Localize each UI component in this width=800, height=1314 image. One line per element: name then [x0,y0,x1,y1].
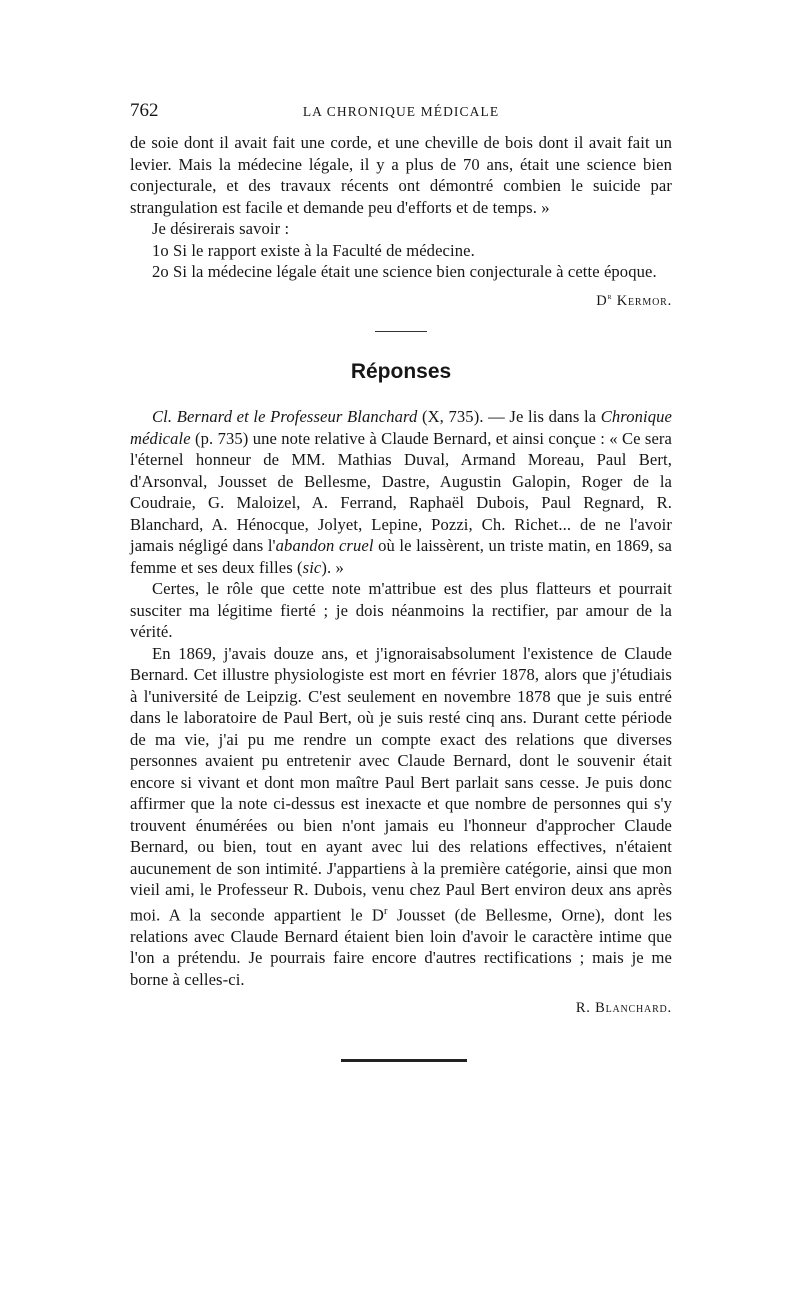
section-divider [375,331,427,332]
doctor-superscript: r [384,905,388,917]
question-item-1-number: 1o [152,240,169,260]
reply-paragraph-3-end: Jousset (de Bellesme, Orne), dont les relations avec Claude Bernard étaient bien loin d'avoir le caractère intime que l'on a prétendu. Je pourrais faire encore d'autres rectifications ; mais je me borne à celles-ci. [130,905,673,989]
question-signature [130,291,672,310]
abandon-phrase: abandon cruel [275,536,374,556]
question-item-1 [130,240,672,262]
running-head [130,100,672,126]
signature-title-superscript: r [607,290,613,301]
reply-reference: (X, 735). — Je lis dans la [421,407,597,427]
running-title: LA CHRONIQUE MÉDICALE [302,104,500,119]
end-rule [341,1059,467,1062]
question-paragraph-2: Je désirerais savoir : [152,219,290,238]
reply-title: Cl. Bernard et le Professeur Blanchard [152,407,418,427]
question-item-2 [130,261,672,283]
page [130,100,672,1062]
quoted-note-part-3: ). » [321,557,344,577]
question-item-2-number: 2o [152,262,169,281]
sic-word: sic [302,557,322,577]
question-item-2-text: Si la médecine légale était une science bien conjecturale à cette époque. [173,262,657,281]
reply-paragraph-1 [130,406,672,578]
question-item-1-text: Si le rapport existe à la Faculté de médecine. [173,240,475,260]
reply-paragraph-3-main: En 1869, j'avais douze ans, et j'ignoraisabsolument l'existence de Claude Bernard. Cet illustre physiologiste est mort en février 1878, alors que j'étudiais à l'université de Leipzig. C'est seulement en novembre 1878 que je suis entré dans le laboratoire de Paul Bert, où je suis resté cinq ans. Durant cette période de ma vie, j'ai pu me rendre un compte exact des relations que diverses personnes avaient pu entretenir avec Claude Bernard, dont le souvenir était encore si vivant et dont mon maître Paul Bert parlait sans cesse. Je puis donc affirmer que la note ci-dessus est inexacte et que nombre de personnes qui s'y trouvent énumérées ou bien n'ont jamais eu l'honneur d'approcher Claude Bernard, ou bien, tout en ayant avec lui des relations effectives, n'étaient aucunement de son intimité. J'appartiens à la première catégorie, ainsi que mon vieil ami, le Professeur R. Dubois, venu chez Paul Bert environ deux ans après moi. A la seconde appartient le D [130,643,672,925]
reply-paragraph-2: Certes, le rôle que cette note m'attribue est des plus flatteurs et pourrait susciter ma légitime fierté ; je dois néanmoins la rectifier, par amour de la vérité. [130,579,672,642]
reply-signature: R. Blanchard. [575,1000,672,1017]
signature-name: Kermor. [616,292,672,309]
reply-paragraph-3 [130,643,672,991]
section-heading: Réponses [350,360,452,384]
signature-title: D [596,292,608,309]
quoted-note-part-2: où le laissèrent, un triste matin, en 1869, sa femme et ses deux filles ( [130,536,673,577]
page-number: 762 [130,100,159,121]
quoted-note-part-1: (p. 735) une note relative à Claude Bernard, et ainsi conçue : « Ce sera l'éternel honneur de MM. Mathias Duval, Armand Moreau, Paul Bert, d'Arsonval, Jousset de Bellesme, Dastre, Augustin Galopin, Roger de la Coudraie, G. Maloizel, A. Ferrand, Raphaël Dubois, Paul Regnard, R. Blanchard, A. Hénocque, Jolyet, Lepine, Pozzi, Ch. Richet... de ne l'avoir jamais négligé dans l' [130,428,673,556]
question-paragraph-1: de soie dont il avait fait une corde, et une cheville de bois dont il avait fait un levier. Mais la médecine légale, il y a plus de 70 ans, était une science bien conjecturale, et des travaux récents ont démontré combien le suicide par strangulation est facile et demande peu d'efforts et de temps. » [130,133,672,217]
journal-title: Chronique médicale [130,407,673,448]
